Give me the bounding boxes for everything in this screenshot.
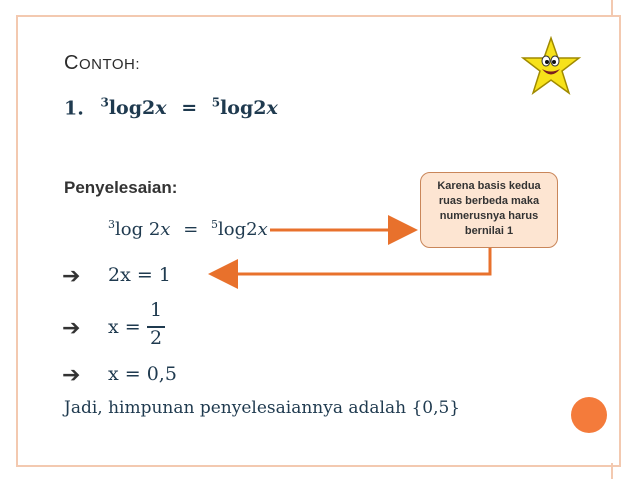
- orange-circle-icon: [571, 397, 607, 433]
- solution-step-0: $^3$log 2x = $^5$log2x: [108, 218, 268, 240]
- solution-heading: Penyelesaian:: [64, 178, 178, 197]
- right-arrow-icon: ➔: [62, 362, 81, 387]
- right-arrow-icon: ➔: [62, 315, 81, 340]
- example-equation: 1. $^3$log2x = $^5$log2x: [64, 96, 278, 120]
- solution-step-3: x = 0,5: [108, 363, 177, 385]
- right-arrow-icon: ➔: [62, 263, 81, 288]
- solution-step-1: 2x = 1: [108, 264, 171, 286]
- conclusion-text: Jadi, himpunan penyelesaiannya adalah {0,5}: [64, 398, 461, 418]
- explanation-callout: Karena basis kedua ruas berbeda maka numerusnya harus bernilai 1: [420, 172, 558, 248]
- slide-title: CONTOH:: [64, 52, 141, 74]
